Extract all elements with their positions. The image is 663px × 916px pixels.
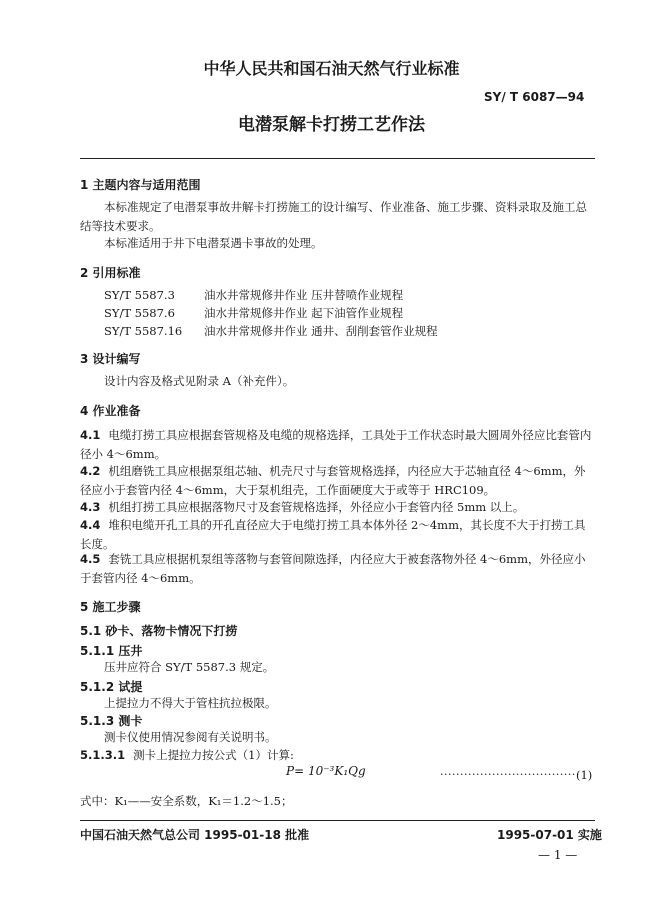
reference-name: 油水井常规修井作业 起下油管作业规程 [204, 306, 404, 320]
clause-text: 套铣工具应根据机泵组等落物与套管间隙选择，内径应大于被套落物外径 4～6mm，外径应小于套管内径 4～6mm。 [80, 552, 586, 585]
subsection-5-1-1-text: 压井应符合 SY/T 5587.3 规定。 [104, 660, 275, 674]
section-3-paragraph: 设计内容及格式见附录 A（补充件）。 [104, 374, 295, 388]
formula-leader-dots: ··································· [440, 768, 580, 781]
clause-number: 4.5 [80, 552, 101, 566]
clause-number: 4.2 [80, 464, 101, 478]
clause-4-3 [80, 498, 594, 517]
footer-divider [80, 820, 595, 821]
subsection-5-1-1-heading: 5.1.1 压井 [80, 644, 143, 658]
header-divider [80, 158, 595, 159]
effective-date: 1995-07-01 实施 [497, 828, 602, 842]
clause-number: 4.3 [80, 500, 101, 514]
reference-item [104, 322, 438, 341]
formula-expression: P= 10⁻³K₁Qg [286, 764, 366, 778]
clause-4-5 [80, 550, 594, 588]
org-title: 中华人民共和国石油天然气行业标准 [203, 59, 460, 78]
clause-5-1-3-1 [80, 746, 294, 765]
subsection-5-1-2-heading: 5.1.2 试提 [80, 680, 143, 694]
clause-text: 测卡上提拉力按公式（1）计算: [133, 748, 294, 762]
subsection-5-1-3-heading: 5.1.3 测卡 [80, 714, 143, 728]
reference-item [104, 286, 403, 305]
section-2-heading: 2 引用标准 [80, 266, 141, 280]
clause-4-4 [80, 516, 594, 554]
section-5-heading: 5 施工步骤 [80, 600, 141, 614]
section-1-heading: 1 主题内容与适用范围 [80, 178, 201, 192]
clause-text: 电缆打捞工具应根据套管规格及电缆的规格选择，工具处于工作状态时最大圆周外径应比套管内径小 4～6mm。 [80, 428, 592, 461]
subsection-5-1-2-text: 上提拉力不得大于管柱抗拉极限。 [104, 696, 277, 710]
section-1-paragraph-2: 本标准适用于井下电潜泵遇卡事故的处理。 [104, 236, 323, 250]
clause-text: 堆积电缆开孔工具的开孔直径应大于电缆打捞工具本体外径 2～4mm，其长度不大于打捞工具长度。 [80, 518, 586, 551]
section-1-paragraph-1: 本标准规定了电潜泵事故井解卡打捞施工的设计编写、作业准备、施工步骤、资料录取及施工总结等技术要求。 [80, 200, 587, 233]
document-title: 电潜泵解卡打捞工艺作法 [238, 115, 425, 135]
formula-number: (1) [576, 768, 593, 782]
reference-name: 油水井常规修井作业 压井替喷作业规程 [204, 288, 404, 302]
section-3-heading: 3 设计编写 [80, 352, 141, 366]
clause-number: 4.4 [80, 518, 101, 532]
section-4-heading: 4 作业准备 [80, 404, 141, 418]
clause-number: 4.1 [80, 428, 101, 442]
page-number: — 1 — [538, 848, 578, 862]
reference-item [104, 304, 403, 323]
reference-name: 油水井常规修井作业 通井、刮削套管作业规程 [204, 324, 438, 338]
approval-note: 中国石油天然气总公司 1995-01-18 批准 [80, 828, 310, 842]
reference-code: SY/T 5587.6 [104, 306, 175, 320]
reference-code: SY/T 5587.16 [104, 324, 183, 338]
clause-text: 机组打捞工具应根据落物尺寸及套管规格选择，外径应小于套管内径 5mm 以上。 [108, 500, 525, 514]
subsection-5-1-3-text: 测卡仪使用情况参阅有关说明书。 [104, 730, 277, 744]
clause-4-1 [80, 426, 594, 464]
standard-code: SY/ T 6087—94 [484, 90, 585, 104]
subsection-5-1-heading: 5.1 砂卡、落物卡情况下打捞 [80, 624, 238, 638]
clause-4-2 [80, 462, 594, 500]
reference-code: SY/T 5587.3 [104, 288, 175, 302]
clause-number: 5.1.3.1 [80, 748, 126, 762]
formula-where-clause: 式中：K₁——安全系数，K₁＝1.2～1.5； [80, 794, 293, 808]
clause-text: 机组磨铣工具应根据泵组芯轴、机壳尺寸与套管规格选择，内径应大于芯轴直径 4～6mm，外径应小于套管内径 4～6mm，大于泵机组壳，工作面硬度大于或等于 HRC109。 [80, 464, 586, 497]
